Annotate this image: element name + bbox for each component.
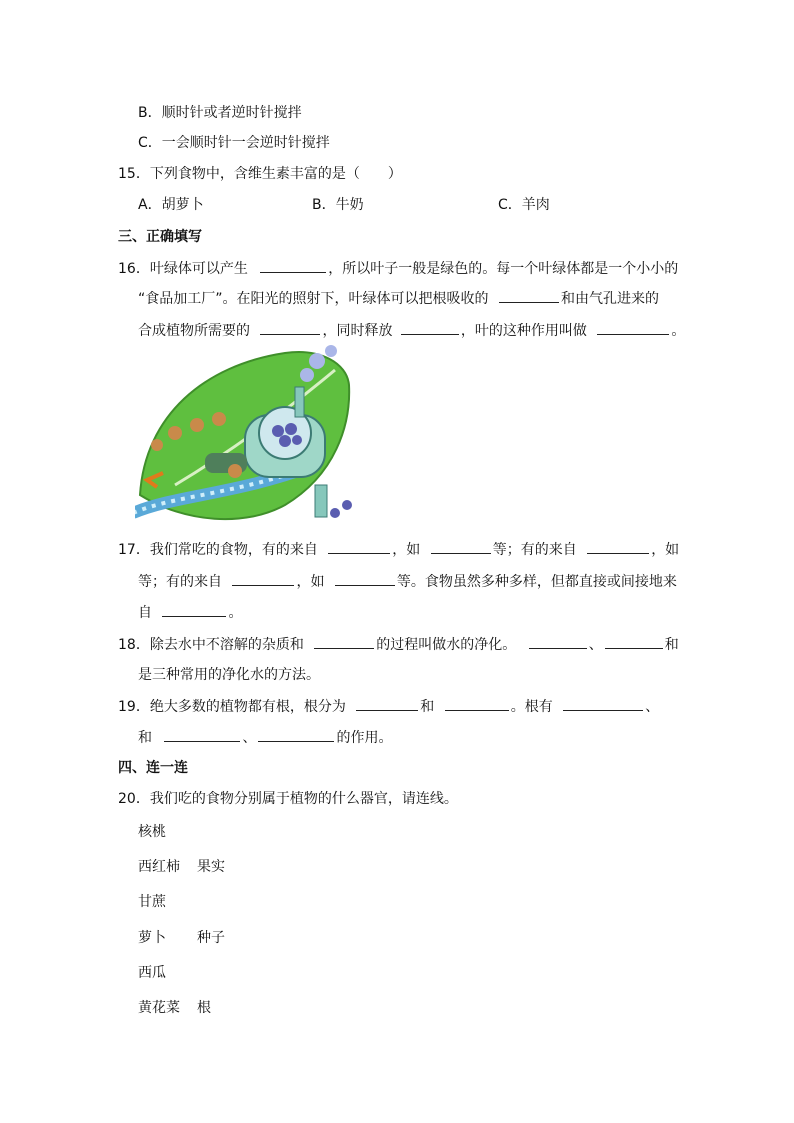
food-item-tomato[interactable]: 西红柿 bbox=[138, 859, 180, 875]
answer-blank[interactable] bbox=[335, 571, 395, 586]
worker-figure bbox=[190, 418, 204, 432]
q17-line-1 bbox=[118, 539, 679, 560]
worker-figure bbox=[228, 464, 242, 478]
smoke-puff bbox=[300, 368, 314, 382]
smoke-puff bbox=[325, 345, 337, 357]
answer-blank[interactable] bbox=[445, 696, 509, 711]
particle bbox=[342, 500, 352, 510]
answer-blank[interactable] bbox=[605, 634, 663, 649]
q15-option-a: A．胡萝卜 bbox=[138, 197, 204, 213]
particle bbox=[285, 423, 297, 435]
q19-text: 和 bbox=[420, 699, 435, 715]
q16-line-1 bbox=[118, 258, 678, 279]
answer-blank[interactable] bbox=[232, 571, 294, 586]
chimney bbox=[295, 387, 304, 417]
particle bbox=[272, 425, 284, 437]
q17-text: 17．我们常吃的食物，有的来自 bbox=[118, 542, 318, 558]
q16-text: 16．叶绿体可以产生 bbox=[118, 261, 248, 277]
smoke-puff bbox=[309, 353, 325, 369]
answer-blank[interactable] bbox=[164, 727, 240, 742]
q16-line-2 bbox=[138, 288, 659, 309]
food-item-watermelon[interactable]: 西瓜 bbox=[138, 965, 166, 981]
q19-text: 和 bbox=[138, 730, 152, 746]
q16-text: ，叶的这种作用叫做 bbox=[460, 323, 587, 339]
q19-text: 19．绝大多数的植物都有根，根分为 bbox=[118, 699, 346, 715]
outlet-pipe bbox=[315, 485, 327, 517]
answer-blank[interactable] bbox=[587, 539, 649, 554]
section-4-heading: 四、连一连 bbox=[118, 760, 188, 776]
q17-text: ，如 bbox=[392, 542, 421, 558]
particle bbox=[330, 508, 340, 518]
worker-figure bbox=[168, 426, 182, 440]
q17-line-2 bbox=[138, 571, 677, 592]
answer-blank[interactable] bbox=[260, 320, 320, 335]
answer-blank[interactable] bbox=[260, 258, 326, 273]
answer-blank[interactable] bbox=[431, 539, 491, 554]
q16-text: 。 bbox=[671, 323, 686, 339]
q16-text: “食品加工厂”。在阳光的照射下，叶绿体可以把根吸收的 bbox=[138, 291, 489, 307]
q18-line-2: 是三种常用的净化水的方法。 bbox=[138, 667, 320, 683]
q16-text: 合成植物所需要的 bbox=[138, 323, 250, 339]
answer-blank[interactable] bbox=[314, 634, 374, 649]
q17-line-3 bbox=[138, 602, 242, 623]
q17-text: 自 bbox=[138, 605, 152, 621]
answer-blank[interactable] bbox=[563, 696, 643, 711]
answer-blank[interactable] bbox=[328, 539, 390, 554]
particle bbox=[292, 435, 302, 445]
answer-blank[interactable] bbox=[597, 320, 669, 335]
worker-figure bbox=[212, 412, 226, 426]
q17-text: 等。食物虽然多种多样，但都直接或间接地来 bbox=[396, 574, 677, 590]
q19-text: 。根有 bbox=[510, 699, 553, 715]
q16-line-3 bbox=[138, 320, 685, 341]
q17-text: 等；有的来自 bbox=[138, 574, 222, 590]
q16-text: 和由气孔进来的 bbox=[560, 291, 659, 307]
organ-item-seed[interactable]: 种子 bbox=[197, 930, 225, 946]
worker-figure bbox=[151, 439, 163, 451]
q18-text: 、 bbox=[588, 637, 603, 653]
q16-text: ，同时释放 bbox=[322, 323, 393, 339]
q19-line-1 bbox=[118, 696, 659, 717]
answer-blank[interactable] bbox=[258, 727, 334, 742]
q14-option-c: C．一会顺时针一会逆时针搅拌 bbox=[138, 135, 330, 151]
q18-text: 18．除去水中不溶解的杂质和 bbox=[118, 637, 304, 653]
q15-option-b: B．牛奶 bbox=[312, 197, 364, 213]
q18-text: 的过程叫做水的净化。 bbox=[376, 637, 517, 653]
q15-option-c: C．羊肉 bbox=[498, 197, 550, 213]
answer-blank[interactable] bbox=[499, 288, 559, 303]
food-item-sugarcane[interactable]: 甘蔗 bbox=[138, 894, 166, 910]
food-item-radish[interactable]: 萝卜 bbox=[138, 930, 166, 946]
answer-blank[interactable] bbox=[529, 634, 587, 649]
q17-text: ，如 bbox=[651, 542, 680, 558]
section-3-heading: 三、正确填写 bbox=[118, 229, 202, 245]
q17-text: 等；有的来自 bbox=[492, 542, 577, 558]
answer-blank[interactable] bbox=[401, 320, 459, 335]
q18-text: 和 bbox=[664, 637, 679, 653]
q17-text: ，如 bbox=[296, 574, 325, 590]
food-item-walnut[interactable]: 核桃 bbox=[138, 824, 166, 840]
q20-stem: 20．我们吃的食物分别属于植物的什么器官，请连线。 bbox=[118, 791, 458, 807]
organ-item-fruit[interactable]: 果实 bbox=[197, 859, 225, 875]
q15-stem: 15．下列食物中，含维生素丰富的是（ ） bbox=[118, 166, 402, 182]
q19-text: 、 bbox=[242, 730, 257, 746]
q19-text: 的作用。 bbox=[336, 730, 393, 746]
q14-option-b: B．顺时针或者逆时针搅拌 bbox=[138, 105, 302, 121]
particle bbox=[279, 435, 291, 447]
q19-line-2 bbox=[138, 727, 392, 748]
answer-blank[interactable] bbox=[162, 602, 226, 617]
q17-text: 。 bbox=[228, 605, 243, 621]
q19-text: 、 bbox=[645, 699, 660, 715]
q16-text: ，所以叶子一般是绿色的。每一个叶绿体都是一个小小的 bbox=[328, 261, 679, 277]
organ-item-root[interactable]: 根 bbox=[197, 1000, 211, 1016]
leaf-factory-illustration bbox=[135, 345, 360, 530]
q18-line-1 bbox=[118, 634, 679, 655]
food-item-daylily[interactable]: 黄花菜 bbox=[138, 1000, 180, 1016]
answer-blank[interactable] bbox=[356, 696, 418, 711]
